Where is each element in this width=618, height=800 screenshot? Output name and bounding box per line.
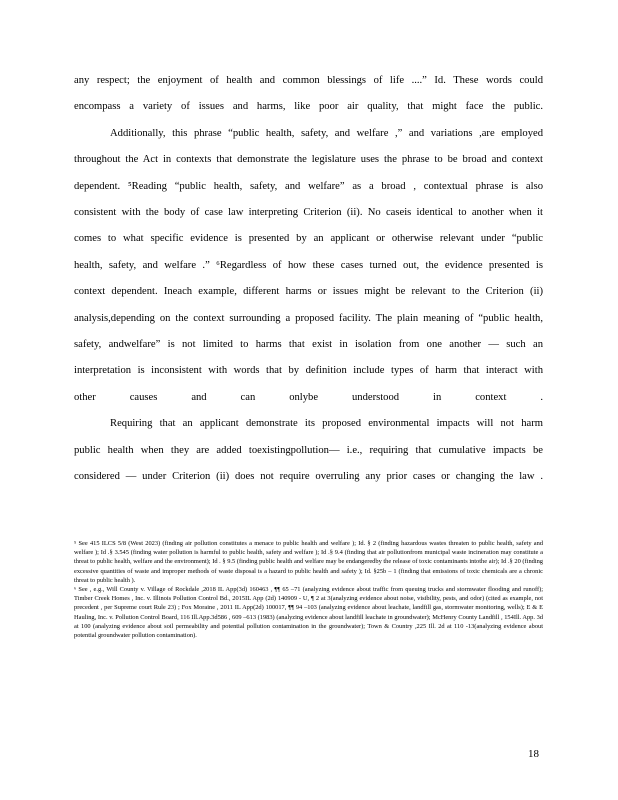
paragraph-requiring: Requiring that an applicant demonstrate its proposed environmental impacts will not harm public health when they are added toexistingpollution— i.e., requiring that cumulative impacts be considered — under Criterion (ii) does not require overruling any prior cases or changing the law . bbox=[74, 418, 543, 483]
footnote-6: ⁶ See , e.g., Will County v. Village of Rockdale ,2018 IL App(3d) 160463 , ¶¶ 65 –71 (analyzing evidence about traffic from queuing trucks and stormwater flooding and runoff); Timber Creek Homes , Inc. v. Illinois Pollution Control Bd., 2015IL App (2d) 140909 - U, ¶ 2 at 3(analyzing evidence about noise, visibility, pests, and odor) (cited as example, not precedent , per Supreme court Rule 23) ; Fox Moraine , 2011 IL App(2d) 100017, ¶¶ 94 –103 (analyzing evidence about leachate, landfill gas, stormwater monitoring, wells); E & E Hauling, Inc. v. Pollution Control Board, 116 Ill.App.3d586 , 609 –613 (1983) (analyzing evidence about landfill leachate in groundwater); McHenry County Landfill , 154Ill. App. 3d at 100 (analyzing evidence about soil permeability and potential pollution contamination in the groundwater); Town & Country ,225 Ill. 2d at 110 -13(analyzing evidence about potential groundwater pollution contamination). bbox=[74, 586, 543, 640]
footnote-5: ⁵ See 415 ILCS 5/8 (West 2023) (finding air pollution constitutes a menace to public health and welfare ); Id. § 2 (finding hazardous wastes threaten to public health, safety and welfare ); Id .§ 3.545 (finding water pollution is harmful to public health, safety and welfare ); Id .§ 9.4 (finding that air pollutionfrom municipal waste incineration may constitute a threat to public health, welfare and the environment); Id . § 9.5 (finding public health and welfare may be endangeredby the release of toxic contaminants intothe air); Id .§ 20 (finding excessive quantities of waste and improper methods of waste disposal is a hazard to public health and safety ); Id. §25b – 1 (finding that emissions of toxic chemicals are a chronic threat to public health ). bbox=[74, 540, 543, 584]
paragraph-additionally: Additionally, this phrase “public health, safety, and welfare ,” and variations ,are employed throughout the Act in contexts that demonstrate the legislature uses the phrase to be broad and context dependent. ⁵Reading “public health, safety, and welfare” as a broad , contextual phrase is also consistent with the body of case law interpreting Criterion (ii). No caseis identical to another when it comes to what specific evidence is presented by an applicant or otherwise relevant under “public health, safety, and welfare .” ⁶Regardless of how these cases turned out, the evidence presented is context dependent. Ineach example, different harms or issues might be relevant to the Criterion (ii) analysis,depending on the context surrounding a proposed facility. The plain meaning of “public health, safety, andwelfare” is not limited to harms that exist in isolation from one another — such an interpretation is inconsistent with words that by definition include types of harm that interact with other causes and can onlybe understood in context . bbox=[74, 127, 543, 403]
body-text bbox=[74, 68, 543, 491]
footnotes bbox=[74, 539, 543, 640]
page-number: 18 bbox=[528, 748, 539, 760]
paragraph-continuation: any respect; the enjoyment of health and common blessings of life ....” Id. These words could encompass a variety of issues and harms, like poor air quality, that might face the public. bbox=[74, 75, 543, 113]
